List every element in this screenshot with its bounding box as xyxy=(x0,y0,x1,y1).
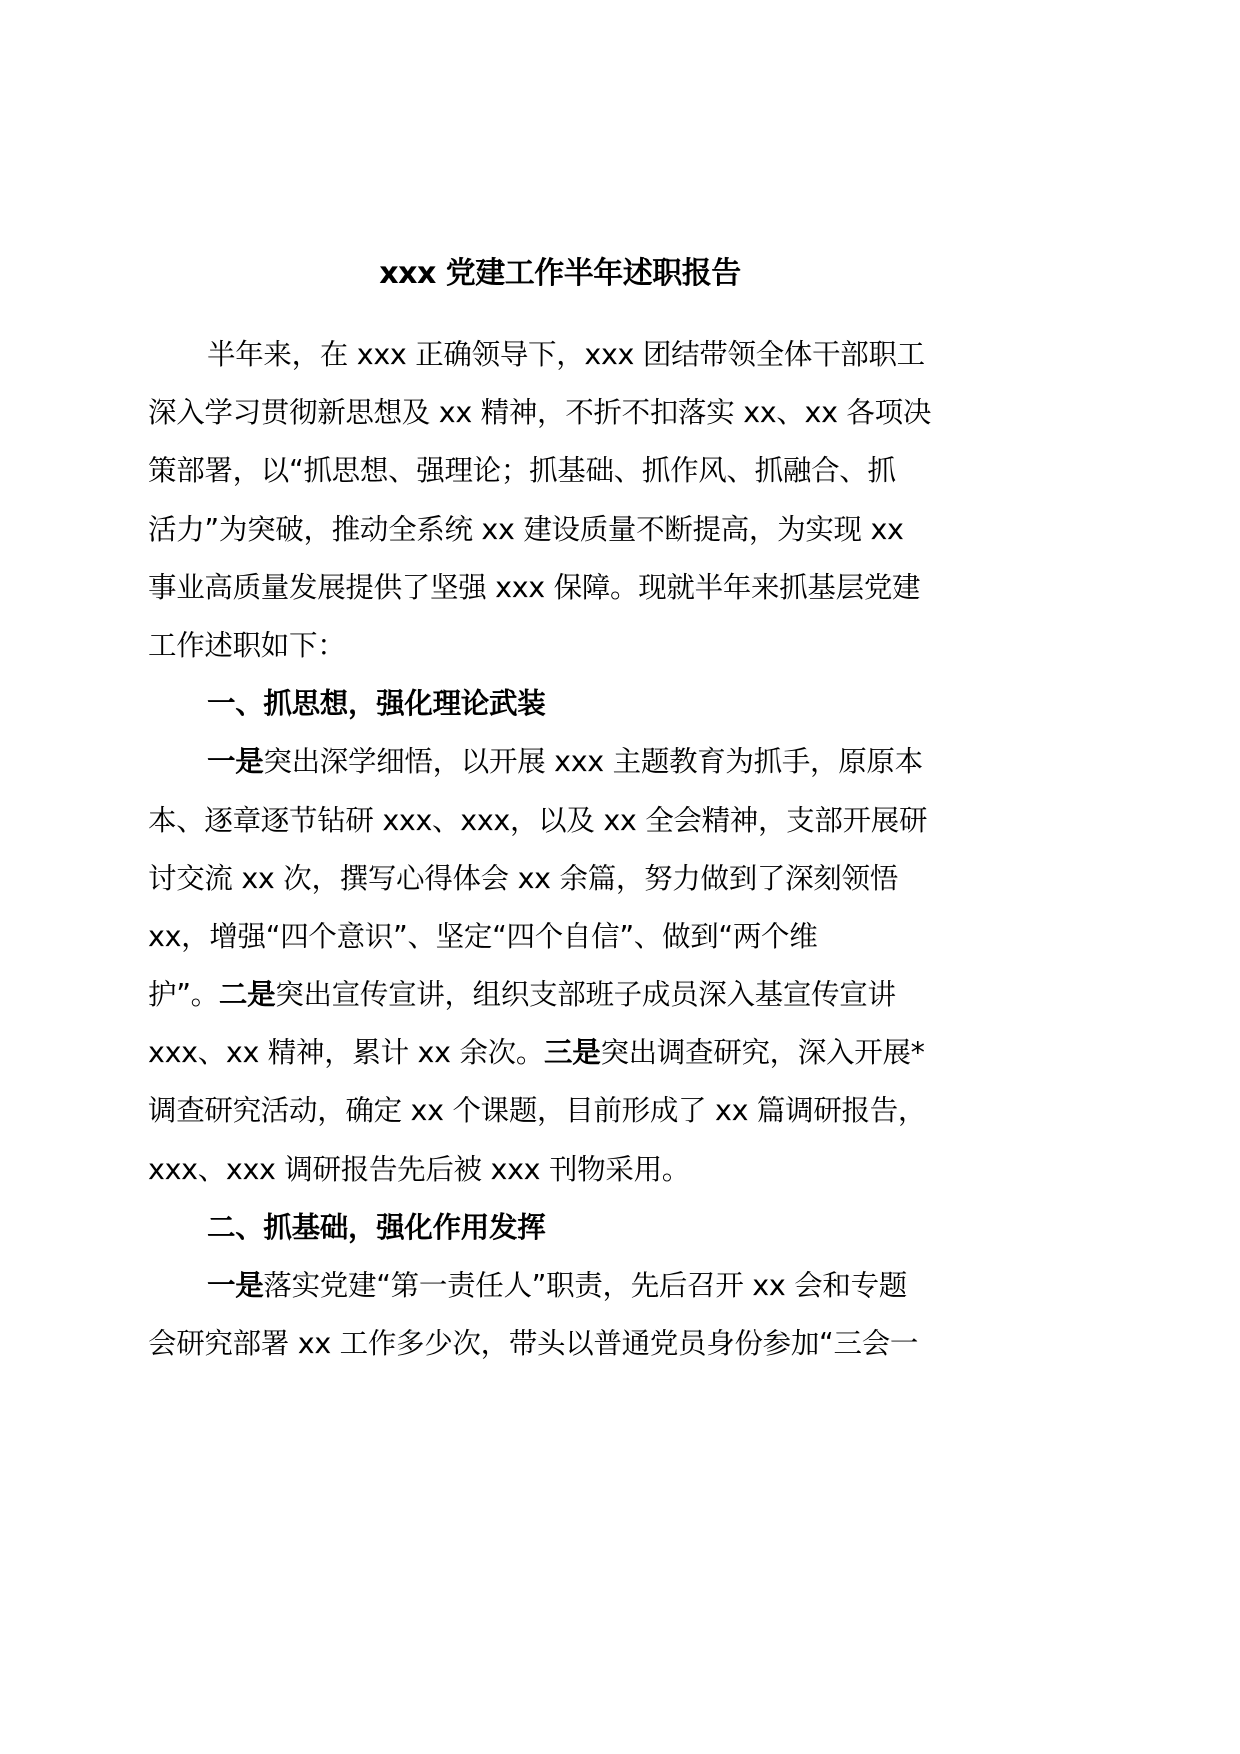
text-line: 本、逐章逐节钻研 xxx、xxx，以及 xx 全会精神，支部开展研 xyxy=(148,803,928,837)
text-span: 突出宣传宣讲，组织支部班子成员深入基宣传宣讲 xyxy=(275,978,896,1012)
document-title: xxx 党建工作半年述职报告 xyxy=(379,256,741,291)
text-line: 调查研究活动，确定 xx 个课题，目前形成了 xx 篇调研报告， xyxy=(148,1094,927,1128)
bold-marker: 三是 xyxy=(544,1036,601,1070)
text-span: xxx、xx 精神，累计 xx 余次。 xyxy=(148,1036,545,1070)
bold-marker: 二是 xyxy=(218,978,276,1012)
text-line: 半年来，在 xxx 正确领导下，xxx 团结带领全体干部职工 xyxy=(207,338,925,371)
text-line xyxy=(148,733,978,791)
text-line xyxy=(148,1024,978,1082)
document-body xyxy=(148,326,978,1373)
text-span: 突出调查研究，深入开展* xyxy=(600,1036,925,1070)
text-span: 落实党建“第一责任人”职责，先后召开 xx 会和专题 xyxy=(263,1269,907,1302)
section-1 xyxy=(148,675,978,1199)
text-line xyxy=(148,966,978,1024)
bold-marker: 一是 xyxy=(207,745,264,779)
text-span: 突出深学细悟，以开展 xxx 主题教育为抓手，原原本 xyxy=(263,745,923,779)
text-line: 策部署，以“抓思想、强理论；抓基础、抓作风、抓融合、抓 xyxy=(148,454,896,488)
text-line: 工作述职如下： xyxy=(148,628,346,662)
text-line: 活力”为突破，推动全系统 xx 建设质量不断提高，为实现 xx xyxy=(148,512,904,546)
text-line: 讨交流 xx 次，撰写心得体会 xx 余篇，努力做到了深刻领悟 xyxy=(148,861,898,895)
text-line: 深入学习贯彻新思想及 xx 精神，不折不扣落实 xx、xx 各项决 xyxy=(148,396,932,430)
intro-paragraph xyxy=(148,326,978,675)
section-heading: 一、抓思想，强化理论武装 xyxy=(207,687,546,721)
text-span: 护”。 xyxy=(148,978,219,1012)
bold-marker: 一是 xyxy=(207,1269,264,1302)
section-2 xyxy=(148,1199,978,1374)
text-line: 会研究部署 xx 工作多少次，带头以普通党员身份参加“三会一 xyxy=(148,1327,919,1361)
text-line: xxx、xxx 调研报告先后被 xxx 刊物采用。 xyxy=(148,1152,690,1186)
text-line: 事业高质量发展提供了坚强 xxx 保障。现就半年来抓基层党建 xyxy=(148,570,921,604)
text-line xyxy=(148,1257,978,1315)
text-line: xx，增强“四个意识”、坚定“四个自信”、做到“两个维 xyxy=(148,919,818,953)
section-heading: 二、抓基础，强化作用发挥 xyxy=(207,1210,546,1244)
